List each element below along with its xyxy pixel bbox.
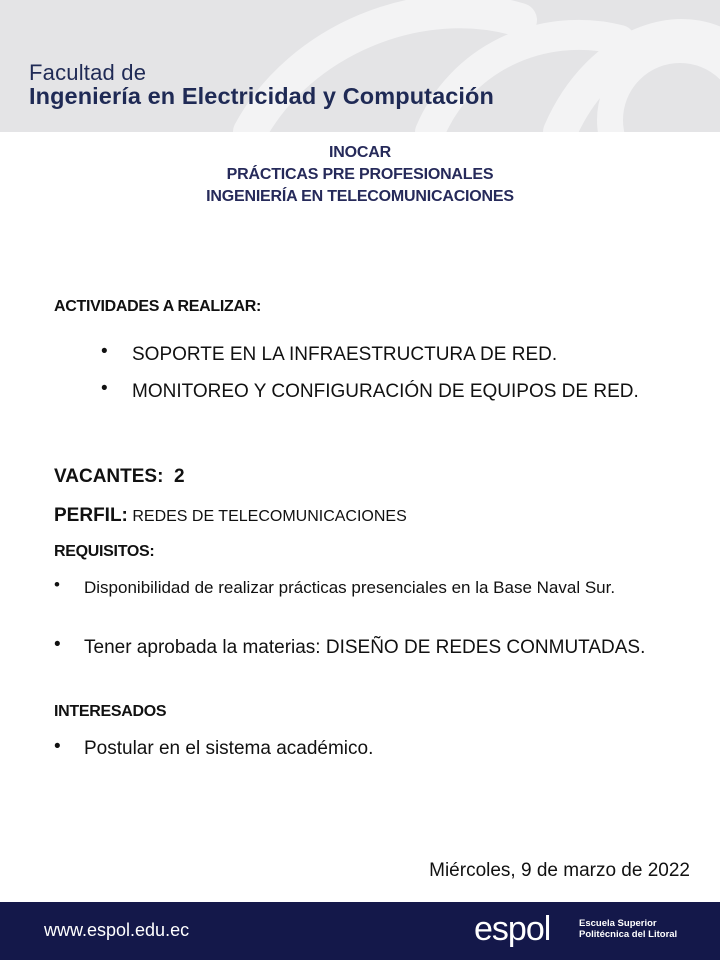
actividad-text: SOPORTE EN LA INFRAESTRUCTURA DE RED. [132, 344, 558, 365]
vacantes-label: VACANTES: [54, 466, 164, 487]
requisito-item [54, 634, 650, 662]
requisito-item [54, 575, 650, 600]
title-block [0, 142, 720, 208]
perfil [54, 505, 407, 527]
espol-logo-text [579, 918, 677, 940]
bullet: • [54, 634, 61, 655]
interesados-label: INTERESADOS [54, 703, 167, 720]
interesado-item [54, 736, 650, 761]
perfil-label: PERFIL: [54, 505, 128, 526]
requisito-text: Tener aprobada la materias: DISEÑO DE REDES CONMUTADAS. [84, 637, 646, 658]
bullet: • [101, 341, 108, 362]
date-text: Miércoles, 9 de marzo de 2022 [429, 860, 690, 881]
actividad-item [101, 341, 649, 369]
espol-logo-word: espol [474, 911, 551, 948]
website-link[interactable]: www.espol.edu.ec [44, 920, 190, 940]
header-band [0, 0, 720, 132]
logo-line2: Politécnica del Litoral [579, 929, 678, 940]
actividad-item [101, 378, 649, 406]
vacantes-value: 2 [174, 466, 185, 487]
interesado-text: Postular en el sistema académico. [84, 738, 374, 759]
bullet: • [101, 378, 108, 399]
footer-band [0, 902, 720, 960]
org-title: INOCAR [329, 144, 391, 161]
faculty-line1: Facultad de [29, 60, 147, 85]
requisitos-label: REQUISITOS: [54, 543, 155, 560]
bullet: • [54, 575, 60, 594]
actividad-text: MONITOREO Y CONFIGURACIÓN DE EQUIPOS DE RED. [132, 381, 639, 402]
perfil-value: REDES DE TELECOMUNICACIONES [132, 508, 407, 525]
vacantes [54, 466, 185, 488]
career-title: INGENIERÍA EN TELECOMUNICACIONES [206, 188, 514, 205]
logo-line1: Escuela Superior [579, 918, 657, 929]
faculty-line2: Ingeniería en Electricidad y Computación [29, 83, 494, 109]
bullet: • [54, 736, 61, 757]
actividades-label: ACTIVIDADES A REALIZAR: [54, 298, 262, 315]
espol-logo [474, 911, 574, 951]
program-title: PRÁCTICAS PRE PROFESIONALES [226, 166, 494, 183]
requisito-text: Disponibilidad de realizar prácticas presenciales en la Base Naval Sur. [84, 578, 616, 597]
